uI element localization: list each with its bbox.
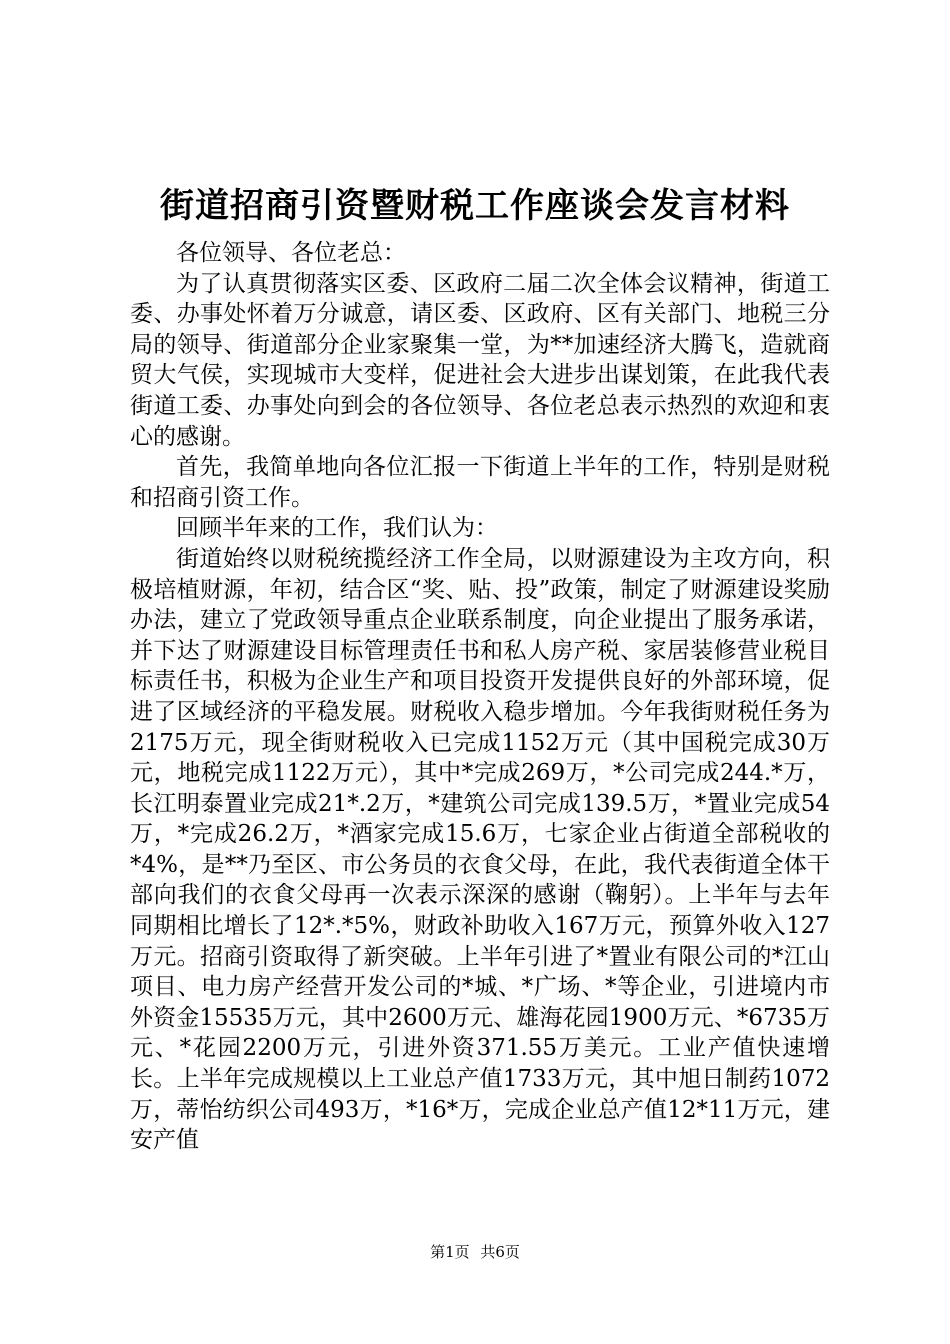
finance-paragraph: 街道始终以财税统揽经济工作全局，以财源建设为主攻方向，积极培植财源，年初，结合区“奖、贴、投”政策，制定了财源建设奖励办法，建立了党政领导重点企业联系制度，向企业提出了服务承诺，并下达了财源建设目标管理责任书和私人房产税、家居装修营业税目标责任书，积极为企业生产和项目投资开发提供良好的外部环境，促进了区域经济的平稳发展。财税收入稳步增加。今年我街财税任务为2175万元，现全街财税收入已完成1152万元（其中国税完成30万元，地税完成1122万元），其中*完成269万，*公司完成244.*万，长江明泰置业完成21*.2万，*建筑公司完成139.5万，*置业完成54万，*完成26.2万，*酒家完成15.6万，七家企业占街道全部税收的*4%，是**乃至区、市公务员的衣食父母，在此，我代表街道全体干部向我们的衣食父母再一次表示深深的感谢（鞠躬）。上半年与去年同期相比增长了12*.*5%，财政补助收入167万元，预算外收入127万元。招商引资取得了新突破。上半年引进了*置业有限公司的*江山项目、电力房产经营开发公司的*城、*广场、*等企业，引进境内市外资金15535万元，其中2600万元、雄海花园1900万元、*6735万元、*花园2200万元，引进外资371.55万美元。工业产值快速增长。上半年完成规模以上工业总产值1733万元，其中旭日制药1072万，蒂怡纺织公司493万，*16*万，完成企业总产值12*11万元，建安产值 [130, 545, 830, 1154]
opening-paragraph: 为了认真贯彻落实区委、区政府二届二次全体会议精神，街道工委、办事处怀着万分诚意，请区委、区政府、区有关部门、地税三分局的领导、街道部分企业家聚集一堂，为**加速经济大腾飞，造就商贸大气侯，实现城市大变样，促进社会大进步出谋划策，在此我代表街道工委、办事处向到会的各位领导、各位老总表示热烈的欢迎和衷心的感谢。 [130, 270, 830, 450]
report-intro-paragraph: 首先，我简单地向各位汇报一下街道上半年的工作，特别是财税和招商引资工作。 [130, 454, 830, 511]
salutation-paragraph: 各位领导、各位老总： [176, 240, 406, 266]
document-body [130, 238, 830, 1156]
page-number: 第1页 [430, 1243, 470, 1261]
page-footer [0, 1242, 950, 1262]
document-title: 街道招商引资暨财税工作座谈会发言材料 [160, 186, 790, 226]
page-total: 共6页 [480, 1243, 520, 1261]
review-intro-paragraph: 回顾半年来的工作，我们认为： [176, 515, 498, 542]
